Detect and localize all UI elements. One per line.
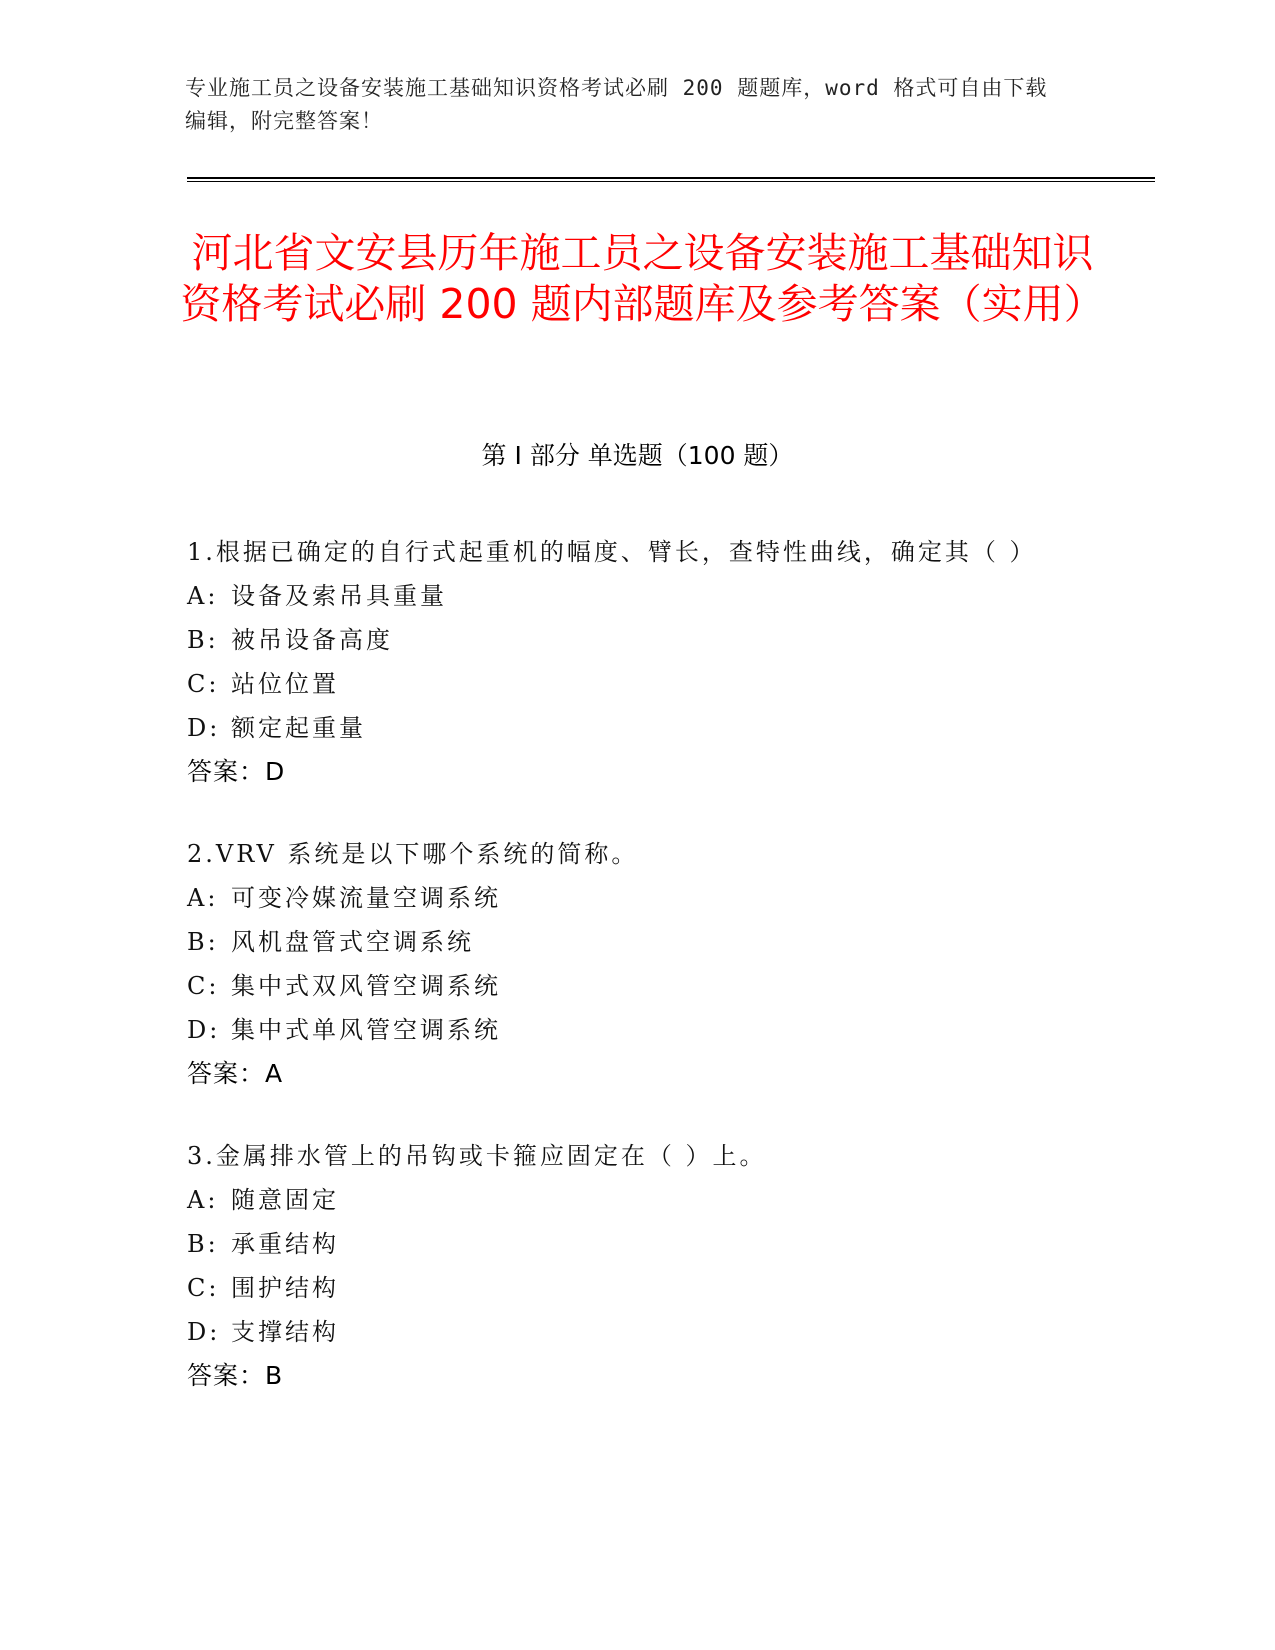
question-stem: 2.VRV 系统是以下哪个系统的简称。 <box>187 840 639 868</box>
option-text: 被吊设备高度 <box>231 626 393 654</box>
option-key: C: <box>187 1274 220 1302</box>
option-text: 设备及索吊具重量 <box>231 582 447 610</box>
question-stem: 3.金属排水管上的吊钩或卡箍应固定在（ ）上。 <box>187 1142 767 1170</box>
header-note: 专业施工员之设备安装施工基础知识资格考试必刷 200 题题库，word 格式可自由下载编辑，附完整答案！ <box>185 76 1048 133</box>
option-b <box>187 618 1067 662</box>
option-c <box>187 1266 1067 1310</box>
question-list <box>187 530 1067 1436</box>
option-text: 支撑结构 <box>231 1318 339 1346</box>
option-key: D: <box>187 1016 221 1044</box>
option-text: 承重结构 <box>231 1230 339 1258</box>
question-2 <box>187 832 1067 1096</box>
option-text: 随意固定 <box>231 1186 339 1214</box>
option-key: A: <box>187 884 219 912</box>
option-text: 额定起重量 <box>231 714 366 742</box>
option-key: A: <box>187 582 219 610</box>
answer: 答案：B <box>187 1361 284 1390</box>
option-key: D: <box>187 714 221 742</box>
option-key: A: <box>187 1186 219 1214</box>
option-key: B: <box>187 626 219 654</box>
document-title: 河北省文安县历年施工员之设备安装施工基础知识资格考试必刷 200 题内部题库及参考答案（实用） <box>180 229 1105 328</box>
answer: 答案：D <box>187 757 286 786</box>
option-key: B: <box>187 928 219 956</box>
question-3 <box>187 1134 1067 1398</box>
answer: 答案：A <box>187 1059 284 1088</box>
question-stem: 1.根据已确定的自行式起重机的幅度、臂长，查特性曲线，确定其（ ） <box>187 538 1037 566</box>
question-1 <box>187 530 1067 794</box>
option-text: 站位位置 <box>231 670 339 698</box>
option-text: 可变冷媒流量空调系统 <box>231 884 501 912</box>
option-a <box>187 574 1067 618</box>
option-c <box>187 662 1067 706</box>
option-key: C: <box>187 670 220 698</box>
option-a <box>187 1178 1067 1222</box>
option-key: C: <box>187 972 220 1000</box>
option-d <box>187 1008 1067 1052</box>
option-a <box>187 876 1067 920</box>
header-rule <box>187 177 1155 182</box>
option-d <box>187 1310 1067 1354</box>
section-heading: 第 I 部分 单选题（100 题） <box>481 441 794 470</box>
option-key: D: <box>187 1318 221 1346</box>
option-text: 风机盘管式空调系统 <box>231 928 474 956</box>
option-b <box>187 920 1067 964</box>
option-d <box>187 706 1067 750</box>
option-b <box>187 1222 1067 1266</box>
option-text: 集中式单风管空调系统 <box>231 1016 501 1044</box>
option-text: 围护结构 <box>231 1274 339 1302</box>
option-key: B: <box>187 1230 219 1258</box>
option-text: 集中式双风管空调系统 <box>231 972 501 1000</box>
option-c <box>187 964 1067 1008</box>
